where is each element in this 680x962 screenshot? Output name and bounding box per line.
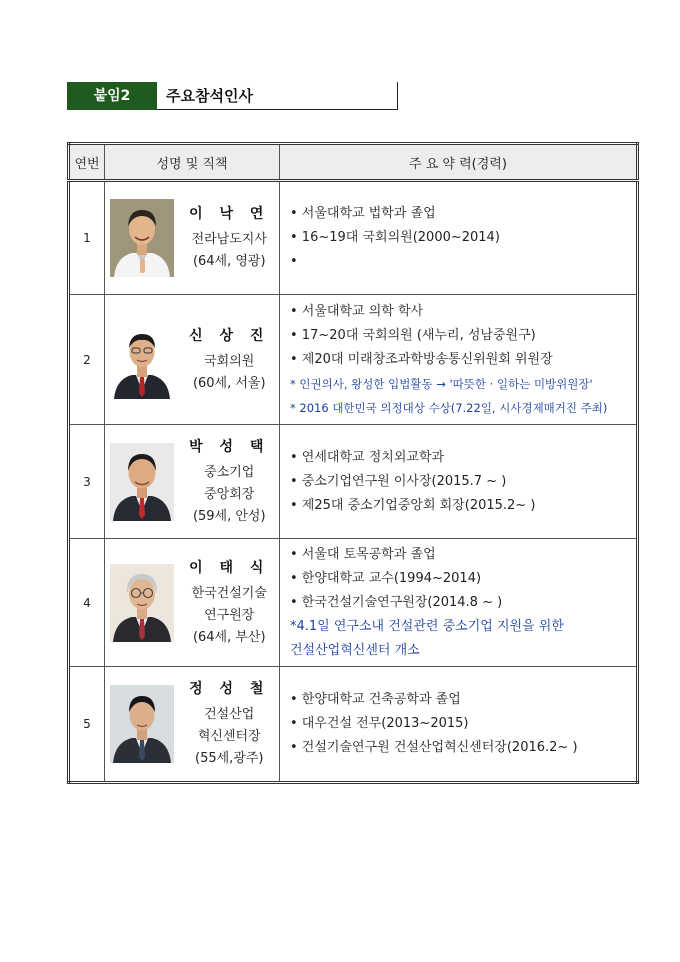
portrait-cell — [105, 425, 180, 539]
career-item: • 서울대학교 의학 학사 — [290, 303, 424, 319]
person-position-2: 연구원장 — [204, 607, 255, 623]
career-cell — [280, 667, 638, 783]
portrait-cell — [105, 667, 180, 783]
career-cell — [280, 295, 638, 425]
row-number: 2 — [69, 295, 105, 425]
attachment-title: 주요참석인사 — [166, 87, 253, 105]
portrait-photo — [110, 564, 174, 642]
person-info — [180, 295, 280, 425]
career-item: • 중소기업연구원 이사장(2015.7 ~ ) — [290, 473, 507, 489]
person-position: 한국건설기술 — [191, 585, 267, 601]
row-number: 3 — [69, 425, 105, 539]
career-item: • 연세대학교 정치외교학과 — [290, 449, 445, 465]
person-info — [180, 425, 280, 539]
career-note: * 2016 대한민국 의정대상 수상(7.22일, 시사경제매거진 주최) — [290, 400, 608, 415]
career-item: • 서울대 토목공학과 졸업 — [290, 546, 436, 562]
career-item: • 17~20대 국회의원 (새누리, 성남중원구) — [290, 327, 536, 343]
career-item: • 제20대 미래창조과학방송통신위원회 위원장 — [290, 351, 553, 367]
table-header-row — [69, 144, 638, 181]
person-age-origin: (64세, 영광) — [192, 254, 266, 269]
title-right-border — [397, 82, 398, 110]
career-item: • 한양대학교 교수(1994~2014) — [290, 570, 482, 586]
row-number: 4 — [69, 539, 105, 667]
career-item: • 건설기술연구원 건설산업혁신센터장(2016.2~ ) — [290, 740, 578, 755]
career-item: • 한국건설기술연구원장(2014.8 ~ ) — [290, 594, 503, 610]
portrait-photo — [110, 685, 174, 763]
portrait-cell — [105, 181, 180, 295]
person-name: 박 성 택 — [189, 438, 270, 455]
key-attendees-table — [67, 142, 639, 784]
career-note: * 인권의사, 왕성한 입법활동 → '따뜻한 · 일하는 미방위원장' — [290, 376, 593, 391]
person-info — [180, 667, 280, 783]
person-position: 전라남도지사 — [191, 232, 267, 247]
career-item: • 한양대학교 건축공학과 졸업 — [290, 692, 461, 707]
career-item: • 제25대 중소기업중앙회 회장(2015.2~ ) — [290, 497, 536, 513]
person-position: 국회의원 — [204, 353, 255, 369]
career-item: • 서울대학교 법학과 졸업 — [290, 206, 436, 221]
career-item: • 대우건설 전무(2013~2015) — [290, 716, 469, 731]
person-age-origin: (60세, 서울) — [192, 375, 266, 391]
person-age-origin: (55세,광주) — [195, 751, 264, 766]
person-position: 건설산업 — [204, 707, 255, 722]
table-row — [69, 295, 638, 425]
career-item: • 16~19대 국회의원(2000~2014) — [290, 230, 500, 245]
table-row — [69, 425, 638, 539]
person-position-2: 중앙회장 — [204, 486, 255, 502]
portrait-photo — [110, 443, 174, 521]
career-cell — [280, 181, 638, 295]
career-note: *4.1일 연구소내 건설관련 중소기업 지원을 위한 — [290, 618, 564, 634]
header-number: 연번 — [69, 144, 105, 181]
career-note: 건설산업혁신센터 개소 — [290, 642, 420, 658]
header-career: 주 요 약 력(경력) — [280, 144, 638, 181]
row-number: 5 — [69, 667, 105, 783]
row-number: 1 — [69, 181, 105, 295]
person-name: 이 태 식 — [189, 559, 270, 576]
table-row — [69, 539, 638, 667]
person-age-origin: (59세, 안성) — [192, 508, 266, 524]
attachment-tag: 붙임2 — [67, 82, 157, 110]
career-item: • — [290, 254, 298, 269]
portrait-cell — [105, 295, 180, 425]
person-name: 신 상 진 — [189, 327, 270, 344]
portrait-photo — [110, 321, 174, 399]
person-age-origin: (64세, 부산) — [192, 629, 266, 645]
person-name: 정 성 철 — [189, 681, 270, 697]
attachment-title-bar — [67, 82, 398, 110]
person-info — [180, 181, 280, 295]
title-underline — [157, 109, 398, 110]
person-position: 중소기업 — [204, 464, 255, 480]
portrait-cell — [105, 539, 180, 667]
header-name-position: 성명 및 직책 — [105, 144, 280, 181]
person-info — [180, 539, 280, 667]
person-name: 이 낙 연 — [189, 206, 270, 222]
person-position-2: 혁신센터장 — [197, 729, 261, 744]
career-cell — [280, 425, 638, 539]
table-row — [69, 181, 638, 295]
table-row — [69, 667, 638, 783]
career-cell — [280, 539, 638, 667]
portrait-photo — [110, 199, 174, 277]
